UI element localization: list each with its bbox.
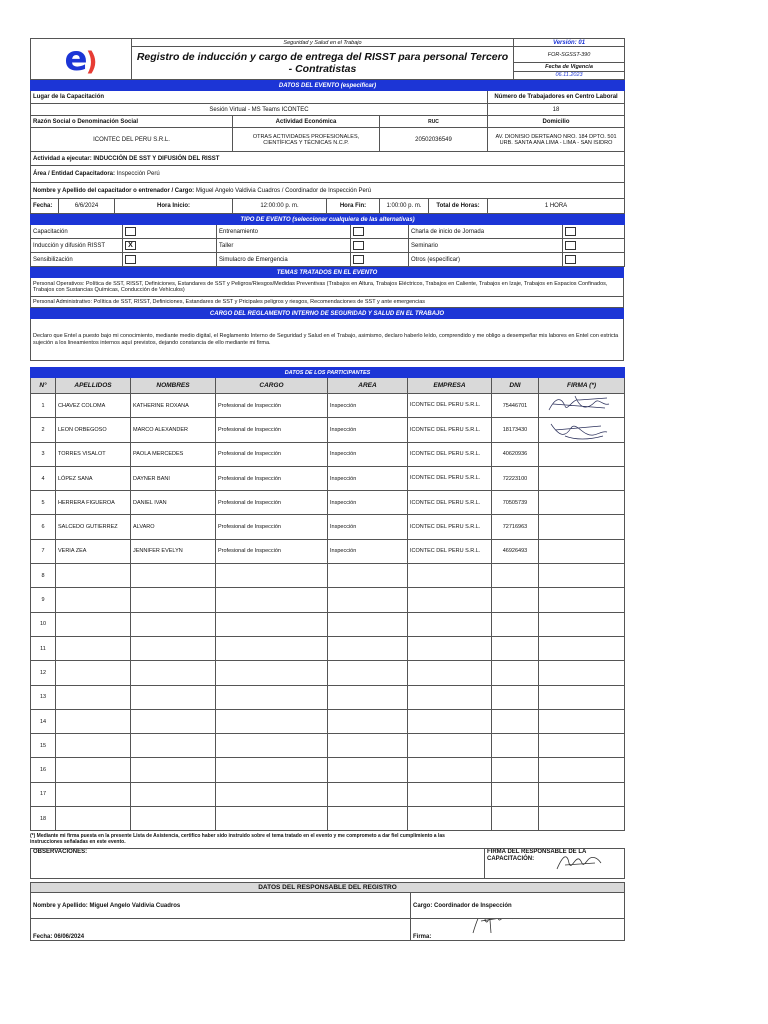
hora-inicio-label: Hora Inicio: — [115, 199, 233, 214]
capacitador-label: Nombre y Apellido del capacitador o entrenador / Cargo: — [33, 187, 195, 194]
cell-n: 9 — [31, 588, 56, 612]
cell-nombres: MARCO ALEXANDER — [131, 418, 216, 442]
tipo-option-label: Simulacro de Emergencia — [217, 253, 351, 267]
table-row — [31, 466, 625, 490]
checkbox[interactable]: X — [125, 241, 136, 250]
cell-empresa: ICONTEC DEL PERU S.R.L. — [408, 515, 492, 539]
cargo-band: CARGO DEL REGLAMENTO INTERNO DE SEGURIDAD Y SALUD EN EL TRABAJO — [31, 309, 624, 319]
cell-empresa — [408, 782, 492, 806]
checkbox[interactable] — [353, 255, 364, 264]
table-row — [31, 564, 625, 588]
cell-n: 17 — [31, 782, 56, 806]
cell-dni — [492, 612, 539, 636]
responsable-nombre: Nombre y Apellido: Miguel Angelo Valdivia Cuadros — [31, 893, 411, 919]
cell-empresa: ICONTEC DEL PERU S.R.L. — [408, 442, 492, 466]
cell-cargo — [216, 807, 328, 831]
ruc-value: 20502036549 — [380, 128, 488, 152]
responsable-fecha: Fecha: 06/06/2024 — [31, 919, 411, 941]
cell-apellidos: TORRES VISALOT — [56, 442, 131, 466]
table-row — [31, 709, 625, 733]
col-header-n: N° — [31, 378, 56, 394]
cell-apellidos — [56, 661, 131, 685]
checkbox[interactable] — [125, 227, 136, 236]
cell-apellidos — [56, 588, 131, 612]
col-header-cargo: CARGO — [216, 378, 328, 394]
cell-cargo: Profesional de Inspección — [216, 418, 328, 442]
tipo-option-label: Inducción y difusión RISST — [31, 239, 123, 253]
checkbox[interactable] — [565, 255, 576, 264]
cell-n: 3 — [31, 442, 56, 466]
cell-firma — [539, 807, 625, 831]
cell-area — [328, 734, 408, 758]
logo-paren-glyph: ) — [85, 47, 98, 77]
col-header-nombres: NOMBRES — [131, 378, 216, 394]
cell-firma — [539, 758, 625, 782]
cell-firma — [539, 685, 625, 709]
cell-area — [328, 709, 408, 733]
table-row — [31, 661, 625, 685]
cell-cargo — [216, 636, 328, 660]
checkbox[interactable] — [565, 227, 576, 236]
num-trab-value: 18 — [488, 104, 625, 116]
tipo-evento-table — [30, 214, 625, 267]
cell-n: 2 — [31, 418, 56, 442]
cell-cargo — [216, 709, 328, 733]
cell-n: 5 — [31, 491, 56, 515]
tipo-option-check[interactable] — [123, 225, 217, 239]
cell-apellidos — [56, 734, 131, 758]
cell-apellidos: VERIA ZEA — [56, 539, 131, 563]
cell-firma — [539, 466, 625, 490]
cell-dni — [492, 636, 539, 660]
cell-empresa: ICONTEC DEL PERU S.R.L. — [408, 539, 492, 563]
cell-nombres — [131, 564, 216, 588]
checkbox[interactable] — [353, 227, 364, 236]
cell-firma — [539, 442, 625, 466]
num-trab-label: Número de Trabajadores en Centro Laboral — [488, 91, 625, 104]
cell-nombres — [131, 588, 216, 612]
cell-area: Inspección — [328, 442, 408, 466]
tipo-option-label: Entrenamiento — [217, 225, 351, 239]
cell-empresa: ICONTEC DEL PERU S.R.L. — [408, 394, 492, 418]
cell-dni: 70505739 — [492, 491, 539, 515]
participants-table — [30, 367, 625, 831]
cell-cargo — [216, 758, 328, 782]
cell-cargo: Profesional de Inspección — [216, 491, 328, 515]
cell-firma — [539, 734, 625, 758]
tipo-option-check[interactable] — [563, 225, 625, 239]
cell-n: 16 — [31, 758, 56, 782]
participant-signature — [545, 416, 615, 442]
cell-dni: 18173430 — [492, 418, 539, 442]
hora-fin-label: Hora Fin: — [327, 199, 380, 214]
cell-nombres: ALVARO — [131, 515, 216, 539]
cell-dni: 40620936 — [492, 442, 539, 466]
cell-cargo: Profesional de Inspección — [216, 394, 328, 418]
footnote: (*) Mediante mi firma puesta en la presente Lista de Asistencia, certifico haber sido instruido sobre el tema tratado en el evento y me comprometo a dar fiel cumplimiento a las instrucciones señaladas en este evento. — [30, 833, 445, 846]
cell-n: 14 — [31, 709, 56, 733]
cell-nombres — [131, 709, 216, 733]
checkbox[interactable] — [125, 255, 136, 264]
tipo-option-label: Sensibilización — [31, 253, 123, 267]
participant-rows — [31, 394, 625, 831]
cell-dni — [492, 564, 539, 588]
cell-dni — [492, 661, 539, 685]
cell-empresa — [408, 588, 492, 612]
cell-firma — [539, 709, 625, 733]
temas-band: TEMAS TRATADOS EN EL EVENTO — [31, 268, 624, 278]
participants-band: DATOS DE LOS PARTICIPANTES — [31, 368, 625, 378]
cell-empresa — [408, 612, 492, 636]
cell-dni — [492, 588, 539, 612]
cell-dni — [492, 782, 539, 806]
cell-cargo — [216, 564, 328, 588]
cell-n: 6 — [31, 515, 56, 539]
logo-e-glyph: e — [64, 39, 86, 79]
tipo-option-label: Taller — [217, 239, 351, 253]
header-table — [30, 38, 625, 80]
cell-firma — [539, 782, 625, 806]
cell-area — [328, 612, 408, 636]
tipo-option-label: Capacitación — [31, 225, 123, 239]
temas-line-administrativo: Personal Administrativo: Política de SST, RISST, Definiciones, Estandares de SST y Pricipales peligros y riesgos, Recomendaciones de SST y ante emergencias — [31, 297, 624, 308]
cell-nombres — [131, 734, 216, 758]
fecha-label: Fecha: — [31, 199, 59, 214]
cell-n: 15 — [31, 734, 56, 758]
total-horas-value: 1 HORA — [488, 199, 625, 214]
cell-firma — [539, 394, 625, 418]
cell-empresa — [408, 564, 492, 588]
lugar-label: Lugar de la Capacitación — [31, 91, 488, 104]
cell-empresa — [408, 685, 492, 709]
cell-area — [328, 636, 408, 660]
table-row — [31, 612, 625, 636]
cell-empresa — [408, 661, 492, 685]
cell-apellidos — [56, 807, 131, 831]
cell-n: 8 — [31, 564, 56, 588]
responsable-firma-cell — [411, 919, 625, 941]
event-table — [30, 80, 625, 214]
temas-table — [30, 267, 624, 308]
col-header-empresa: EMPRESA — [408, 378, 492, 394]
cell-nombres — [131, 661, 216, 685]
observaciones-label: OBSERVACIONES: — [31, 849, 485, 879]
cell-cargo — [216, 734, 328, 758]
area-label: Área / Entidad Capacitadora: — [33, 171, 116, 177]
ruc-label: RUC — [380, 116, 488, 128]
cell-apellidos — [56, 709, 131, 733]
actividad-ejecutar-label: Actividad a ejecutar: — [33, 155, 92, 162]
cell-apellidos: HERRERA FIGUEROA — [56, 491, 131, 515]
cell-nombres: KATHERINE ROXANA — [131, 394, 216, 418]
cell-cargo: Profesional de Inspección — [216, 515, 328, 539]
cell-empresa — [408, 734, 492, 758]
cell-n: 11 — [31, 636, 56, 660]
cell-area: Inspección — [328, 466, 408, 490]
cell-empresa: ICONTEC DEL PERU S.R.L. — [408, 418, 492, 442]
cell-nombres — [131, 612, 216, 636]
cell-nombres: JENNIFER EVELYN — [131, 539, 216, 563]
table-row — [31, 442, 625, 466]
table-row — [31, 588, 625, 612]
tipo-option-check[interactable] — [563, 239, 625, 253]
cell-dni: 72223100 — [492, 466, 539, 490]
observaciones-table — [30, 848, 625, 879]
tipo-option-check[interactable] — [123, 253, 217, 267]
cell-n: 4 — [31, 466, 56, 490]
cell-n: 12 — [31, 661, 56, 685]
cell-dni: 72716963 — [492, 515, 539, 539]
area-value: Inspección Perú — [116, 171, 160, 177]
cell-area: Inspección — [328, 394, 408, 418]
cell-nombres: DANIEL IVAN — [131, 491, 216, 515]
participant-signature — [545, 392, 615, 418]
temas-line-operativos: Personal Operativos: Política de SST, RISST, Definiciones, Estandares de SST y Peligros/Riesgos/Medidas Preventivas (Trabajos en Altura, Trabajos Eléctricos, Trabajos en Caliente, Trabajos en Izaje, Trabajos en Espacios Confinados, Trabajos con Sustancias Químicas, Conducción de Vehículos) — [31, 278, 624, 297]
tipo-option-check[interactable] — [351, 253, 409, 267]
cargo-table — [30, 308, 624, 361]
responsable-cargo: Cargo: Coordinador de Inspección — [411, 893, 625, 919]
col-header-apellidos: APELLIDOS — [56, 378, 131, 394]
cell-apellidos: CHAVEZ COLOMA — [56, 394, 131, 418]
col-header-dni: DNI — [492, 378, 539, 394]
actividad-ejecutar — [31, 152, 625, 166]
cell-dni — [492, 758, 539, 782]
checkbox[interactable] — [565, 241, 576, 250]
table-row — [31, 636, 625, 660]
cell-area: Inspección — [328, 539, 408, 563]
cell-firma — [539, 515, 625, 539]
table-row — [31, 758, 625, 782]
domicilio-label: Domicilio — [488, 116, 625, 128]
cell-empresa: ICONTEC DEL PERU S.R.L. — [408, 466, 492, 490]
event-band: DATOS DEL EVENTO (especificar) — [31, 81, 625, 91]
cell-cargo: Profesional de Inspección — [216, 539, 328, 563]
tipo-option-check[interactable] — [351, 225, 409, 239]
table-row — [31, 685, 625, 709]
responsable-table — [30, 882, 625, 941]
cell-apellidos — [56, 758, 131, 782]
cell-empresa: ICONTEC DEL PERU S.R.L. — [408, 491, 492, 515]
actividad-label: Actividad Económica — [233, 116, 380, 128]
cell-n: 10 — [31, 612, 56, 636]
cell-apellidos: SALCEDO GUTIERREZ — [56, 515, 131, 539]
document-title: Registro de inducción y cargo de entrega del RISST para personal Tercero - Contratistas — [132, 47, 514, 80]
cell-firma — [539, 612, 625, 636]
cell-firma — [539, 539, 625, 563]
header-subtitle: Seguridad y Salud en el Trabajo — [132, 39, 514, 47]
cell-apellidos — [56, 685, 131, 709]
cell-nombres — [131, 782, 216, 806]
vigencia-label: Fecha de Vigencia — [514, 63, 625, 71]
cell-firma — [539, 491, 625, 515]
cell-apellidos — [56, 564, 131, 588]
cargo-declaration: Declaro que Entel a puesto bajo mi conocimiento, mediante medio digital, el Reglamento Interno de Seguridad y Salud en el Trabajo, asimismo, declaro haberlo leído, comprendido y me obligo a desempeñar mis labores en Entel con estricta sujeción a los lineamientos internos aquí previstos, dejando constancia de ello mediante mi firma. — [31, 319, 624, 361]
cell-apellidos: LEON ORBEGOSO — [56, 418, 131, 442]
logo — [31, 39, 132, 80]
cell-empresa — [408, 709, 492, 733]
cell-area — [328, 782, 408, 806]
cell-n: 13 — [31, 685, 56, 709]
form-code: FOR-SGSST-390 — [514, 47, 625, 63]
cell-cargo — [216, 661, 328, 685]
domicilio-value: AV. DIONISIO DERTEANO NRO. 184 DPTO. 501 URB. SANTA ANA LIMA - LIMA - SAN ISIDRO — [488, 128, 625, 152]
cell-empresa — [408, 636, 492, 660]
cell-cargo — [216, 685, 328, 709]
actividad-value: OTRAS ACTIVIDADES PROFESIONALES, CIENTÍFICAS Y TÉCNICAS N.C.P. — [233, 128, 380, 152]
tipo-option-check[interactable] — [351, 239, 409, 253]
cell-n: 18 — [31, 807, 56, 831]
capacitador-value: Miguel Angelo Valdivia Cuadros / Coordinador de Inspección Perú — [195, 187, 372, 194]
cell-area — [328, 661, 408, 685]
cell-empresa — [408, 758, 492, 782]
cell-nombres: DAYNER BANI — [131, 466, 216, 490]
cell-dni — [492, 807, 539, 831]
tipo-option-label: Otros (especificar) — [409, 253, 563, 267]
cell-cargo — [216, 612, 328, 636]
cell-apellidos — [56, 612, 131, 636]
cell-area — [328, 685, 408, 709]
signature-responsable — [555, 851, 605, 875]
col-header-firma: FIRMA (*) — [539, 378, 625, 394]
razon-value: ICONTEC DEL PERU S.R.L. — [31, 128, 233, 152]
responsable-band: DATOS DEL RESPONSABLE DEL REGISTRO — [31, 883, 625, 893]
hora-inicio-value: 12:00:00 p. m. — [233, 199, 327, 214]
cell-dni: 75446701 — [492, 394, 539, 418]
area-entidad — [31, 166, 625, 183]
tipo-option-label: Charla de inicio de Jornada — [409, 225, 563, 239]
capacitador — [31, 183, 625, 199]
total-horas-label: Total de Horas: — [429, 199, 488, 214]
cell-area — [328, 564, 408, 588]
table-row — [31, 734, 625, 758]
col-header-area: AREA — [328, 378, 408, 394]
tipo-option-label: Seminario — [409, 239, 563, 253]
table-row — [31, 807, 625, 831]
version-label: Versión: 01 — [514, 39, 625, 47]
fecha-value: 6/6/2024 — [59, 199, 115, 214]
cell-firma — [539, 661, 625, 685]
cell-nombres — [131, 758, 216, 782]
tipo-evento-band: TIPO DE EVENTO (seleccionar cualquiera de las alternativas) — [31, 215, 625, 225]
cell-dni — [492, 734, 539, 758]
lugar-value: Sesión Virtual - MS Teams ICONTEC — [31, 104, 488, 116]
cell-apellidos: LÓPEZ SANA — [56, 466, 131, 490]
cell-firma — [539, 588, 625, 612]
table-row — [31, 491, 625, 515]
document — [30, 38, 624, 941]
cell-dni — [492, 709, 539, 733]
responsable-firma-label: Firma: — [413, 934, 432, 941]
cell-area: Inspección — [328, 515, 408, 539]
cell-n: 7 — [31, 539, 56, 563]
checkbox[interactable] — [353, 241, 364, 250]
cell-area — [328, 588, 408, 612]
cell-area — [328, 758, 408, 782]
signature-registro — [469, 919, 515, 940]
razon-label: Razón Social o Denominación Social — [31, 116, 233, 128]
cell-apellidos — [56, 636, 131, 660]
cell-cargo: Profesional de Inspección — [216, 466, 328, 490]
firma-responsable-cell — [485, 849, 625, 879]
cell-nombres — [131, 636, 216, 660]
cell-nombres: PAOLA MERCEDES — [131, 442, 216, 466]
cell-empresa — [408, 807, 492, 831]
cell-area — [328, 807, 408, 831]
cell-dni: 46926493 — [492, 539, 539, 563]
cell-firma — [539, 418, 625, 442]
table-row — [31, 515, 625, 539]
tipo-option-check[interactable] — [563, 253, 625, 267]
cell-apellidos — [56, 782, 131, 806]
vigencia-date: 06.11.2023 — [514, 71, 625, 79]
table-row — [31, 782, 625, 806]
hora-fin-value: 1:00:00 p. m. — [380, 199, 429, 214]
cell-dni — [492, 685, 539, 709]
firma-responsable-label: FIRMA DEL RESPONSABLE DE LA CAPACITACIÓN: — [487, 849, 587, 862]
cell-n: 1 — [31, 394, 56, 418]
table-row — [31, 394, 625, 418]
table-row — [31, 418, 625, 442]
table-row — [31, 539, 625, 563]
cell-firma — [539, 564, 625, 588]
actividad-ejecutar-value: INDUCCIÓN DE SST Y DIFUSIÓN DEL RISST — [93, 155, 220, 162]
cell-area: Inspección — [328, 491, 408, 515]
cell-nombres — [131, 807, 216, 831]
cell-firma — [539, 636, 625, 660]
tipo-option-check[interactable] — [123, 239, 217, 253]
cell-cargo: Profesional de Inspección — [216, 442, 328, 466]
cell-nombres — [131, 685, 216, 709]
cell-cargo — [216, 588, 328, 612]
cell-cargo — [216, 782, 328, 806]
cell-area: Inspección — [328, 418, 408, 442]
